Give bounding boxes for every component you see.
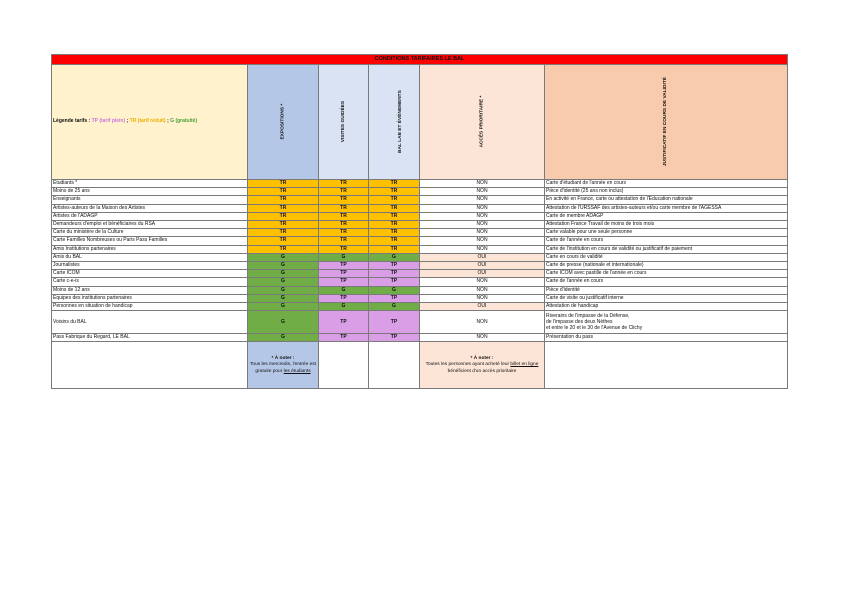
justificatif: Attestation France Travail de moins de trois mois [545,221,788,229]
legend-sep: ; [125,118,130,125]
notes-empty [52,342,248,389]
table-title: CONDITIONS TARIFAIRES LE BAL [52,55,788,65]
bal-lab-rate: TR [369,221,420,229]
table-row [52,286,788,294]
legend-cell [52,65,248,180]
acces-prioritaire: NON [420,180,545,188]
legend-tr: TR (tarif réduit) [129,118,166,125]
tarifs-table [51,54,788,389]
acces-prioritaire: NON [420,286,545,294]
bal-lab-rate: TR [369,204,420,212]
bal-lab-rate: TR [369,237,420,245]
note-expositions [248,342,319,389]
row-label: Journalistes [52,262,248,270]
row-label: Enseignants [52,196,248,204]
row-label: Amis du BAL [52,253,248,261]
table-row [52,204,788,212]
row-label: Equipes des institutions partenaires [52,294,248,302]
row-label: Carte Familles Nombreuses ou Paris Pass Familles [52,237,248,245]
visites-rate: TR [319,221,369,229]
bal-lab-rate: G [369,253,420,261]
bal-lab-rate: TP [369,311,420,334]
justificatif: Carte ICOM avec pastille de l'année en cours [545,270,788,278]
justificatif-line: de l'impasse des deux Nèthes [546,319,613,326]
expositions-rate: G [248,270,319,278]
visites-rate: TP [319,270,369,278]
bal-lab-rate: TP [369,270,420,278]
expositions-rate: G [248,303,319,311]
table-row [52,303,788,311]
acces-prioritaire: NON [420,229,545,237]
bal-lab-rate: G [369,286,420,294]
justificatif-line: et entre le 20 et le 30 de l'Avenue de Clichy [546,325,643,332]
row-label: Amis Institutions partenaires [52,245,248,253]
visites-rate: TR [319,196,369,204]
row-label: Moins de 12 ans [52,286,248,294]
justificatif: En activité en France, carte ou attestation de l'Éducation nationale [545,196,788,204]
table-row [52,212,788,220]
expositions-rate: G [248,278,319,286]
expositions-rate: TR [248,221,319,229]
note-text-main: Toutes les personnes ayant acheté leur [425,362,510,368]
notes-empty [369,342,420,389]
bal-lab-rate: TP [369,278,420,286]
table-row [52,196,788,204]
acces-prioritaire: NON [420,334,545,342]
header-acces [420,65,545,180]
visites-rate: TR [319,229,369,237]
row-label: Moins de 25 ans [52,188,248,196]
row-label: Demandeurs d'emploi et bénéficiaires du RSA [52,221,248,229]
expositions-rate: G [248,286,319,294]
row-label: Pass Fabrique du Regard, LE BAL [52,334,248,342]
justificatif: Carte valable pour une seule personne [545,229,788,237]
visites-rate: G [319,303,369,311]
bal-lab-rate: TR [369,188,420,196]
justificatif: Carte en cours de validité [545,253,788,261]
row-label: Voisins du BAL [52,311,248,334]
acces-prioritaire: NON [420,212,545,220]
acces-prioritaire: NON [420,237,545,245]
note-text [249,362,317,375]
acces-prioritaire: NON [420,278,545,286]
justificatif [545,311,788,334]
table-row [52,188,788,196]
justificatif: Pièce d'identité [545,286,788,294]
expositions-rate: TR [248,212,319,220]
row-label: Artistes de l'ADAGP [52,212,248,220]
bal-lab-rate: TR [369,196,420,204]
visites-rate: TR [319,237,369,245]
note-text [421,362,543,375]
row-label: Artistes-auteurs de la Maison des Artistes [52,204,248,212]
note-link: les étudiants [283,368,311,374]
justificatif: Carte de visite ou justificatif interne [545,294,788,302]
justificatif: Carte de l'année en cours [545,237,788,245]
table-row [52,229,788,237]
justificatif: Attestation de l'URSSAF des artistes-auteurs et/ou carte membre de l'AGESSA [545,204,788,212]
table-row [52,294,788,302]
table-row [52,253,788,261]
bal-lab-rate: TP [369,334,420,342]
expositions-rate: G [248,294,319,302]
expositions-rate: TR [248,196,319,204]
justificatif: Pièce d'identité (25 ans non inclus) [545,188,788,196]
visites-rate: TP [319,311,369,334]
legend-label: Légende tarifs : [53,118,91,125]
acces-prioritaire: NON [420,245,545,253]
expositions-rate: G [248,311,319,334]
legend-sep: ; [165,118,171,125]
justificatif: Attestation de handicap [545,303,788,311]
acces-prioritaire: NON [420,204,545,212]
justificatif: Carte de l'année en cours [545,278,788,286]
row-label: Carte c-e-is [52,278,248,286]
row-label: Etudiants * [52,180,248,188]
justificatif: Carte d'étudiant de l'année en cours [545,180,788,188]
header-bal-lab-label: BAL LAB ET ÉVÉNEMENTS [397,90,403,154]
table-row [52,311,788,334]
note-title: * À noter : [271,355,295,361]
header-justificatif-label: JUSTIFICATIF EN COURS DE VALIDITÉ [663,77,669,167]
table-row [52,262,788,270]
visites-rate: TP [319,334,369,342]
expositions-rate: G [248,262,319,270]
justificatif: Carte de l'institution en cours de validité ou justificatif de paiement [545,245,788,253]
expositions-rate: TR [248,245,319,253]
header-expositions-label: EXPOSITIONS * [280,104,286,140]
acces-prioritaire: OUI [420,270,545,278]
bal-lab-rate: TP [369,262,420,270]
legend-tp: TP (tarif plein) [91,118,126,125]
visites-rate: TR [319,212,369,220]
header-visites [319,65,369,180]
table-row [52,221,788,229]
note-text-end: bénéficient d'un accès prioritaire [447,368,517,374]
expositions-rate: G [248,253,319,261]
notes-empty [319,342,369,389]
expositions-rate: TR [248,237,319,245]
visites-rate: G [319,286,369,294]
table-row [52,334,788,342]
table-row [52,237,788,245]
visites-rate: TP [319,278,369,286]
acces-prioritaire: NON [420,294,545,302]
billet-en-ligne-link[interactable]: billet en ligne [510,362,539,368]
justificatif: Présentation du pass [545,334,788,342]
bal-lab-rate: TR [369,245,420,253]
acces-prioritaire: NON [420,196,545,204]
expositions-rate: TR [248,180,319,188]
acces-prioritaire: NON [420,311,545,334]
expositions-rate: TR [248,204,319,212]
visites-rate: TR [319,204,369,212]
bal-lab-rate: TR [369,212,420,220]
acces-prioritaire: OUI [420,303,545,311]
table-row [52,245,788,253]
note-text-main: Tous les mercredis, l'entrée est gratuite pour [250,362,316,374]
table-row [52,278,788,286]
expositions-rate: TR [248,229,319,237]
visites-rate: G [319,253,369,261]
row-label: Personnes en situation de handicap [52,303,248,311]
visites-rate: TR [319,188,369,196]
acces-prioritaire: OUI [420,253,545,261]
bal-lab-rate: TR [369,229,420,237]
bal-lab-rate: TP [369,294,420,302]
bal-lab-rate: TR [369,180,420,188]
header-visites-label: VISITES GUIDÉES [340,101,346,143]
acces-prioritaire: OUI [420,262,545,270]
visites-rate: TR [319,180,369,188]
header-bal-lab [369,65,420,180]
row-label: Carte ICOM [52,270,248,278]
acces-prioritaire: NON [420,221,545,229]
header-expositions [248,65,319,180]
notes-row [52,342,788,389]
justificatif: Carte de membre ADAGP [545,212,788,220]
note-title: * À noter : [470,355,494,361]
notes-empty [545,342,788,389]
header-justificatif [545,65,788,180]
note-acces [420,342,545,389]
visites-rate: TR [319,245,369,253]
bal-lab-rate: G [369,303,420,311]
acces-prioritaire: NON [420,188,545,196]
justificatif-line: Riverains de l'impasse de la Défense, [546,312,630,319]
visites-rate: TP [319,294,369,302]
justificatif: Carte de presse (nationale et internationale) [545,262,788,270]
expositions-rate: G [248,334,319,342]
row-label: Carte du ministère de la Culture [52,229,248,237]
visites-rate: TP [319,262,369,270]
legend-g: G (gratuité) [170,118,198,125]
table-row [52,270,788,278]
table-row [52,180,788,188]
expositions-rate: TR [248,188,319,196]
header-acces-label: ACCÈS PRIORITAIRE * [479,96,485,148]
